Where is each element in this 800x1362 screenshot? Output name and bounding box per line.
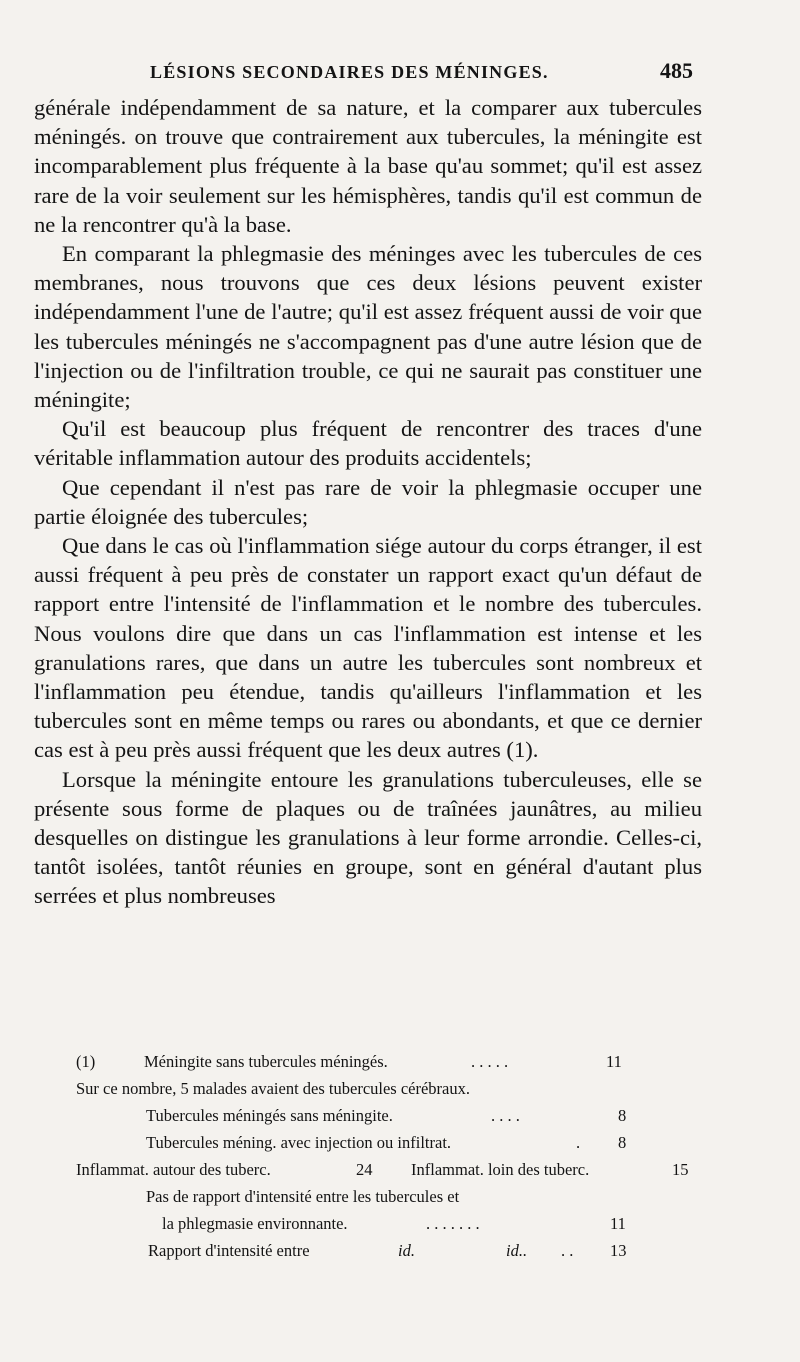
footnote-label: Méningite sans tubercules méningés. [144,1052,388,1071]
footnote-label: Rapport d'intensité entre [148,1241,310,1260]
footnote-label: Inflammat. loin des tuberc. [411,1160,590,1179]
footnote-value: 15 [672,1160,689,1179]
footnote-label: Tubercules méningés sans méningite. [146,1106,393,1125]
footnote-line [76,1129,696,1156]
paragraph: Lorsque la méningite entoure les granulations tuberculeuses, elle se présente sous forme de plaques ou de traînées jaunâtres, au milieu desquelles on distingue les granulations à leur forme arrondie. Celles-ci, tantôt isolées, tantôt réunies en groupe, sont en général d'autant plus serrées et plus nombreuses [34,766,702,909]
footnote-value: 11 [610,1214,626,1233]
footnote-line [76,1156,696,1183]
footnote-line [76,1048,696,1075]
footnote-marker: (1) [76,1052,96,1071]
paragraph: Que dans le cas où l'inflammation siége autour du corps étranger, il est aussi fréquent à peu près de constater un rapport exact qu'un défaut de rapport entre l'intensité de l'inflammation et le nombre des tubercules. Nous voulons dire que dans un cas l'inflammation est intense et les granulations rares, que dans un autre les tubercules sont nombreux et l'inflammation peu étendue, tandis qu'ailleurs l'inflammation et les tubercules sont en même temps ou rares ou abondants, et que ce dernier cas est à peu près aussi fréquent que les deux autres (1). [34,533,702,763]
footnote-value: 8 [618,1133,627,1152]
footnote-label: Tubercules méning. avec injection ou infiltrat. [146,1133,452,1152]
footnote-dots: . . [561,1241,574,1260]
footnote-line [76,1102,696,1129]
footnote-line [76,1183,696,1210]
running-header [0,58,800,88]
footnote-dots: . . . . . . . [426,1214,480,1233]
footnote-dots: . [576,1133,581,1152]
footnote-text: Pas de rapport d'intensité entre les tubercules et [146,1187,460,1206]
page-number: 485 [660,58,693,83]
footnote-dots: . . . . . [471,1052,509,1071]
footnote-dots: . . . . [491,1106,520,1125]
paragraph: générale indépendamment de sa nature, et la comparer aux tubercules méningés. on trouve que contrairement aux tubercules, la méningite est incomparablement plus fréquente à la base qu'au sommet; qu'il est assez rare de la voir seulement sur les hémisphères, tandis qu'il est commun de ne la rencontrer qu'à la base. [34,95,702,237]
footnote-line [76,1210,696,1237]
footnote-value: 8 [618,1106,627,1125]
footnote-value: 24 [356,1160,373,1179]
running-title: LÉSIONS SECONDAIRES DES MÉNINGES. [150,62,549,82]
footnote [76,1048,696,1264]
footnote-value: 13 [610,1241,627,1260]
footnote-value: 11 [606,1052,622,1071]
footnote-label: la phlegmasie environnante. [162,1214,348,1233]
body-text [34,93,702,911]
paragraph: Qu'il est beaucoup plus fréquent de rencontrer des traces d'une véritable inflammation autour des produits accidentels; [34,416,702,471]
footnote-label: Inflammat. autour des tuberc. [76,1160,271,1179]
paragraph: Que cependant il n'est pas rare de voir la phlegmasie occuper une partie éloignée des tubercules; [34,474,702,529]
footnote-text: Sur ce nombre, 5 malades avaient des tubercules cérébraux. [76,1079,471,1098]
footnote-line [76,1075,696,1102]
footnote-ditto: id.. [506,1241,528,1260]
paragraph: En comparant la phlegmasie des méninges avec les tubercules de ces membranes, nous trouvons que ces deux lésions peuvent exister indépendamment l'une de l'autre; qu'il est assez fréquent aussi de voir que les tubercules méningés ne s'accompagnent pas d'une autre lésion que de l'injection ou de l'infiltration trouble, ce qui ne saurait pas constituer une méningite; [34,241,702,413]
footnote-line [76,1237,696,1264]
footnote-ditto: id. [398,1241,415,1260]
